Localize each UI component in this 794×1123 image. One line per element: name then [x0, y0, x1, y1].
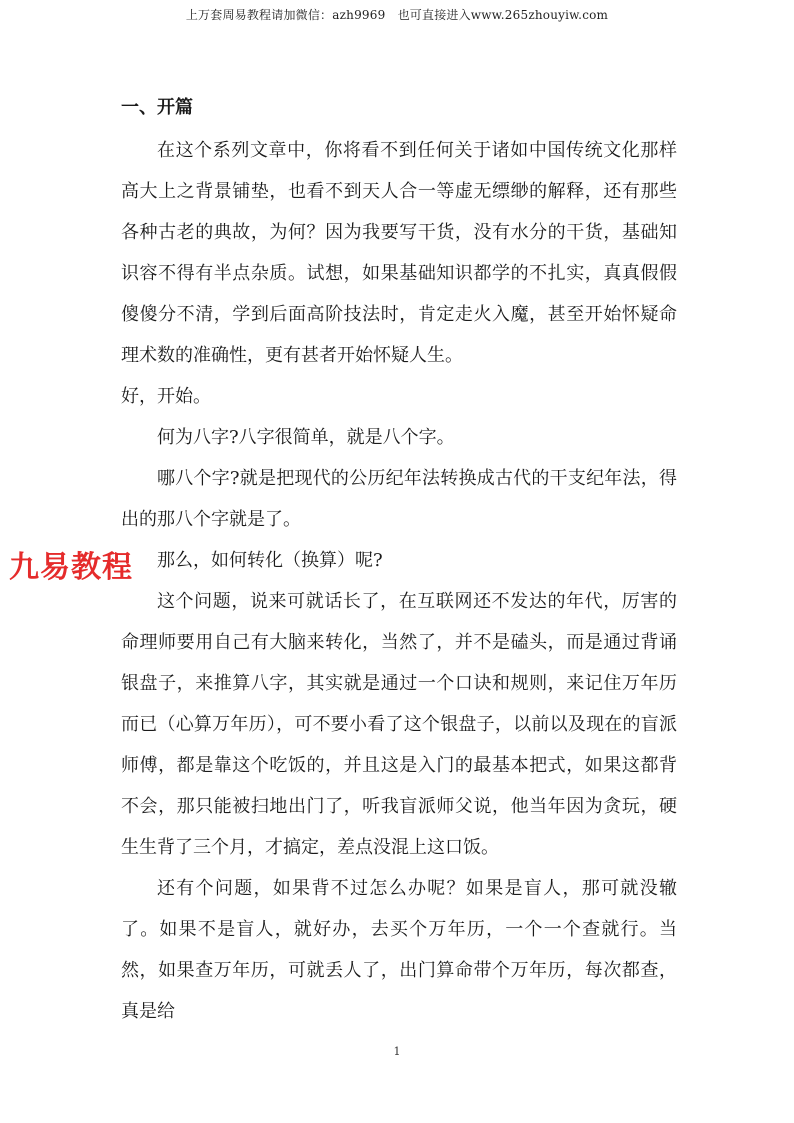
paragraph-intro: 在这个系列文章中，你将看不到任何关于诸如中国传统文化那样高大上之背景铺垫，也看不到天人合一等虚无缥缈的解释，还有那些各种古老的典故，为何？因为我要写干货，没有水分的干货，基础知识容不得有半点杂质。试想，如果基础知识都学的不扎实，真真假假傻傻分不清，学到后面高阶技法时，肯定走火入魔，甚至开始怀疑命理术数的准确性，更有甚者开始怀疑人生。: [121, 140, 677, 366]
watermark-logo: 九易教程: [9, 550, 133, 585]
paragraph-silver-plate: 这个问题，说来可就话长了，在互联网还不发达的年代，厉害的命理师要用自己有大脑来转化，当然了，并不是磕头，而是通过背诵银盘子，来推算八字，其实就是通过一个口诀和规则，来记住万年历而已（心算万年历），可不要小看了这个银盘子，以前以及现在的盲派师傅，都是靠这个吃饭的，并且这是入门的最基本把式，如果这都背不会，那只能被扫地出门了，听我盲派师父说，他当年因为贪玩，硬生生背了三个月，才搞定，差点没混上这口饭。: [121, 591, 677, 858]
section-title: 一、开篇: [121, 97, 193, 118]
paragraph-what-is-bazi: 何为八字?八字很简单，就是八个字。: [157, 427, 455, 448]
paragraph-how-convert: 那么，如何转化（换算）呢?: [157, 550, 383, 571]
page-number: 1: [393, 1045, 401, 1058]
paragraph-start: 好，开始。: [121, 386, 211, 407]
document-body: [121, 92, 677, 1032]
paragraph-almanac: 还有个问题，如果背不过怎么办呢？如果是盲人，那可就没辙了。如果不是盲人，就好办，去买个万年历，一个一个查就行。当然，如果查万年历，可就丢人了，出门算命带个万年历，每次都查，真是给: [121, 878, 677, 1022]
page-header: 上万套周易教程请加微信：azh9969 也可直接进入www.265zhouyiw.com: [185, 8, 609, 22]
paragraph-which-eight: 哪八个字?就是把现代的公历纪年法转换成古代的干支纪年法，得出的那八个字就是了。: [121, 468, 677, 530]
